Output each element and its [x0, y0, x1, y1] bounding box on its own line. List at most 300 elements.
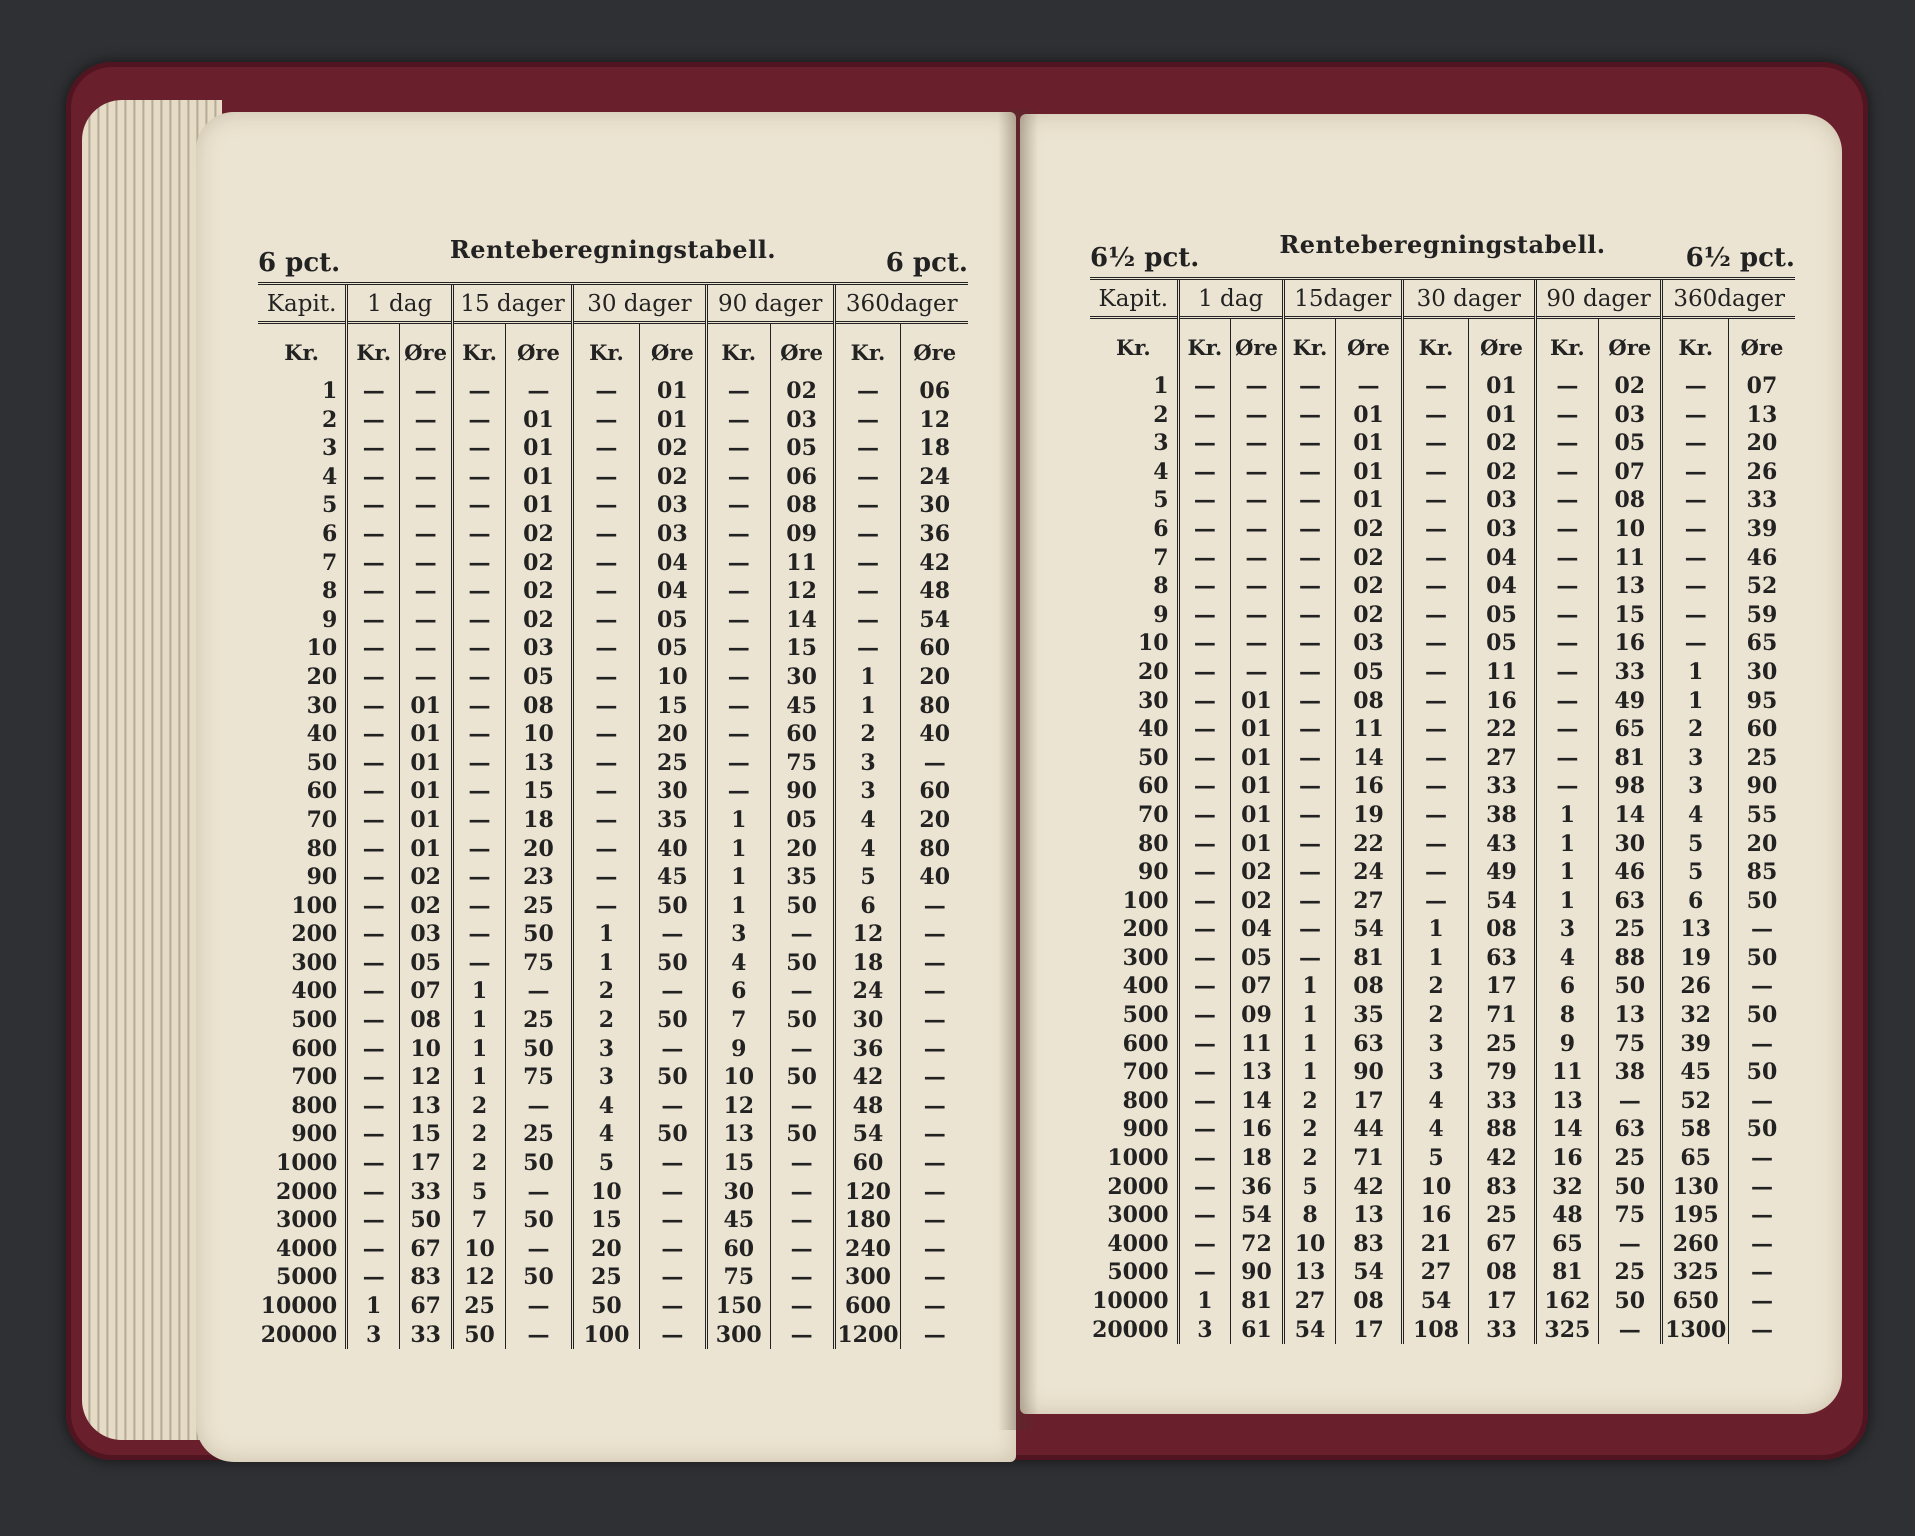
capital-cell: 10 [258, 634, 347, 663]
kr-cell: 58 [1662, 1115, 1728, 1144]
ore-cell: 13 [1336, 1201, 1402, 1230]
kr-cell: — [453, 835, 506, 864]
kr-cell: 7 [706, 1006, 770, 1035]
kr-subheader: Kr. [1178, 318, 1231, 373]
table-row [258, 520, 968, 549]
ore-cell: — [1231, 658, 1284, 687]
ore-cell: 16 [1231, 1115, 1284, 1144]
kr-cell: — [453, 377, 506, 406]
ore-cell: 10 [400, 1035, 453, 1064]
ore-cell: — [1231, 572, 1284, 601]
ore-cell: 03 [770, 406, 834, 435]
kr-cell: 1 [1283, 972, 1336, 1001]
kr-cell: 13 [1283, 1258, 1336, 1287]
ore-cell: 03 [1599, 401, 1662, 430]
ore-cell: 06 [919, 378, 951, 404]
kr-cell: — [1662, 486, 1728, 515]
kr-cell: 14 [1535, 1115, 1598, 1144]
table-row [258, 777, 968, 806]
kr-cell: — [1402, 429, 1468, 458]
kr-cell: — [1178, 772, 1231, 801]
ore-cell: 02 [506, 549, 573, 578]
kr-cell: 5 [1402, 1144, 1468, 1173]
kr-cell: 5 [1662, 858, 1728, 887]
table-row [1090, 1115, 1795, 1144]
kr-cell: 1 [706, 835, 770, 864]
ore-cell: 02 [506, 606, 573, 635]
ore-subheader: Øre [400, 323, 453, 378]
ore-cell: — [639, 1235, 706, 1264]
kr-cell: — [706, 377, 770, 406]
kr-cell: 3 [572, 1035, 639, 1064]
kr-cell: 54 [834, 1120, 901, 1149]
kr-cell: — [347, 1206, 400, 1235]
kr-cell: — [1662, 572, 1728, 601]
kr-cell: — [1535, 658, 1598, 687]
ore-cell: 30 [770, 663, 834, 692]
ore-cell: 01 [400, 749, 453, 778]
table-row [258, 949, 968, 978]
rate-label-right: 6 pct. [885, 248, 968, 278]
kr-cell: — [706, 634, 770, 663]
ore-cell: — [1231, 372, 1284, 401]
table-row [1090, 972, 1795, 1001]
ore-cell: 25 [506, 892, 573, 921]
ore-cell: 25 [1469, 1030, 1535, 1059]
ore-cell: — [923, 1064, 946, 1091]
ore-cell: — [923, 1235, 946, 1262]
kr-cell: 65 [1662, 1144, 1728, 1173]
kr-cell: — [1283, 887, 1336, 916]
kr-cell: — [1283, 744, 1336, 773]
ore-cell: 44 [1336, 1115, 1402, 1144]
kr-cell: — [347, 1035, 400, 1064]
kr-cell: — [1402, 572, 1468, 601]
ore-cell: 24 [919, 463, 951, 490]
kr-subheader: Kr. [1535, 318, 1598, 373]
ore-cell: 02 [400, 863, 453, 892]
kr-cell: — [347, 577, 400, 606]
ore-cell: 63 [1599, 887, 1662, 916]
kr-subheader: Kr. [572, 323, 639, 378]
ore-cell: 50 [506, 1035, 573, 1064]
kr-cell: 16 [1402, 1201, 1468, 1230]
capital-cell: 7 [1090, 544, 1178, 573]
table-row [258, 577, 968, 606]
kr-cell: 4 [834, 835, 901, 864]
ore-cell: 07 [1231, 972, 1284, 1001]
ore-cell: 65 [1746, 630, 1778, 657]
ore-cell: — [1231, 429, 1284, 458]
ore-cell: — [400, 520, 453, 549]
table-row [258, 663, 968, 692]
kr-cell: 39 [1662, 1030, 1728, 1059]
capital-cell: 4000 [258, 1235, 347, 1264]
kr-cell: 1 [572, 920, 639, 949]
kr-cell: — [834, 463, 901, 492]
kr-cell: — [1402, 830, 1468, 859]
kr-cell: 6 [1662, 887, 1728, 916]
capital-cell: 500 [258, 1006, 347, 1035]
kr-cell: — [1535, 772, 1598, 801]
kr-cell: — [1402, 801, 1468, 830]
kr-cell: 5 [1283, 1173, 1336, 1202]
table-row [1090, 772, 1795, 801]
ore-cell: 03 [1469, 486, 1535, 515]
ore-cell: 16 [1336, 772, 1402, 801]
ore-cell: 01 [1231, 830, 1284, 859]
ore-cell: 01 [506, 434, 573, 463]
kr-cell: — [347, 977, 400, 1006]
ore-cell: 80 [919, 692, 951, 719]
capital-cell: 90 [258, 863, 347, 892]
ore-cell: 63 [1599, 1115, 1662, 1144]
kr-cell: — [1662, 372, 1728, 401]
kr-cell: — [1283, 687, 1336, 716]
kr-cell: 20 [572, 1235, 639, 1264]
ore-cell: — [1750, 1230, 1773, 1257]
kr-cell: — [1402, 515, 1468, 544]
kr-cell: 18 [834, 949, 901, 978]
ore-cell: 60 [1746, 716, 1778, 743]
kr-cell: — [1662, 429, 1728, 458]
ore-cell: — [639, 920, 706, 949]
column-group-header [258, 285, 968, 323]
kr-cell: 1200 [834, 1321, 901, 1350]
page-title: Renteberegningstabell. [1279, 230, 1606, 259]
ore-cell: 18 [1231, 1144, 1284, 1173]
ore-cell: 54 [1469, 887, 1535, 916]
kr-cell: — [706, 749, 770, 778]
ore-cell: — [639, 1092, 706, 1121]
ore-cell: 04 [639, 549, 706, 578]
ore-cell: 27 [1469, 744, 1535, 773]
kr-cell: — [1178, 515, 1231, 544]
kr-cell: — [347, 863, 400, 892]
ore-cell: 01 [400, 835, 453, 864]
ore-cell: 02 [400, 892, 453, 921]
capital-cell: 20 [258, 663, 347, 692]
ore-cell: 05 [770, 434, 834, 463]
kr-cell: — [347, 1263, 400, 1292]
ore-cell: 01 [639, 406, 706, 435]
ore-cell: 20 [919, 806, 951, 833]
table-row [258, 1292, 968, 1321]
ore-cell: 02 [1469, 458, 1535, 487]
kr-cell: — [572, 434, 639, 463]
capital-cell: 3000 [1090, 1201, 1178, 1230]
ore-cell: 46 [1746, 544, 1778, 571]
ore-cell: 01 [1231, 715, 1284, 744]
kr-cell: — [1402, 372, 1468, 401]
kr-cell: — [572, 720, 639, 749]
capital-cell: 1 [1090, 372, 1178, 401]
kr-cell: 9 [1535, 1030, 1598, 1059]
right-sheet [1090, 225, 1795, 1344]
ore-cell: — [1231, 401, 1284, 430]
ore-cell: — [1231, 601, 1284, 630]
kr-cell: — [453, 920, 506, 949]
kr-cell: — [1535, 515, 1598, 544]
column-header: Kapit. [1090, 280, 1178, 318]
kr-cell: — [347, 1006, 400, 1035]
kr-cell: — [1402, 601, 1468, 630]
kr-cell: 2 [834, 720, 901, 749]
kr-cell: — [1283, 601, 1336, 630]
kr-cell: — [1178, 1173, 1231, 1202]
kr-cell: — [453, 892, 506, 921]
kr-cell: — [347, 949, 400, 978]
kr-cell: 5 [1662, 830, 1728, 859]
kr-cell: 3 [1662, 744, 1728, 773]
kr-cell: — [1662, 458, 1728, 487]
ore-cell: 11 [1599, 544, 1662, 573]
kr-cell: 60 [706, 1235, 770, 1264]
ore-subheader: Øre [506, 323, 573, 378]
column-subheader [258, 323, 968, 378]
ore-cell: 50 [770, 1120, 834, 1149]
kr-cell: — [1178, 830, 1231, 859]
ore-cell: 01 [506, 463, 573, 492]
kr-cell: — [347, 1235, 400, 1264]
kr-cell: — [347, 463, 400, 492]
kr-cell: 25 [572, 1263, 639, 1292]
ore-cell: 33 [1469, 1087, 1535, 1116]
kr-cell: 300 [706, 1321, 770, 1350]
kr-cell: — [1283, 544, 1336, 573]
ore-cell: 50 [1746, 1059, 1778, 1086]
ore-cell: 50 [770, 1006, 834, 1035]
ore-cell: — [506, 1178, 573, 1207]
kr-cell: 27 [1283, 1287, 1336, 1316]
kr-cell: — [1283, 401, 1336, 430]
kr-cell: 48 [834, 1092, 901, 1121]
kr-cell: — [347, 920, 400, 949]
kr-cell: — [1535, 744, 1598, 773]
kr-cell: 1 [453, 977, 506, 1006]
kr-cell: — [572, 491, 639, 520]
table-row [1090, 629, 1795, 658]
kr-cell: — [1662, 401, 1728, 430]
ore-cell: 75 [770, 749, 834, 778]
ore-cell: 05 [1336, 658, 1402, 687]
ore-subheader: Øre [1599, 318, 1662, 373]
ore-cell: 22 [1469, 715, 1535, 744]
ore-cell: 01 [1231, 772, 1284, 801]
column-header: 30 dager [1402, 280, 1535, 318]
kr-cell: 36 [834, 1035, 901, 1064]
ore-cell: 42 [1469, 1144, 1535, 1173]
ore-cell: — [506, 1292, 573, 1321]
kr-cell: — [1662, 544, 1728, 573]
table-row [1090, 744, 1795, 773]
ore-cell: 01 [1469, 401, 1535, 430]
kr-cell: 8 [1283, 1201, 1336, 1230]
ore-cell: — [1750, 1259, 1773, 1286]
ore-cell: 60 [919, 635, 951, 662]
kr-cell: 1 [572, 949, 639, 978]
ore-cell: — [770, 1206, 834, 1235]
kr-cell: 3 [834, 777, 901, 806]
table-row [1090, 830, 1795, 859]
table-row [258, 1092, 968, 1121]
table-row [258, 377, 968, 406]
kr-cell: — [572, 577, 639, 606]
ore-cell: 18 [506, 806, 573, 835]
ore-cell: 59 [1746, 601, 1778, 628]
ore-cell: 15 [1599, 601, 1662, 630]
page-header [258, 230, 968, 278]
kr-cell: — [1178, 486, 1231, 515]
capital-cell: 3000 [258, 1206, 347, 1235]
capital-cell: 60 [258, 777, 347, 806]
kr-cell: — [453, 491, 506, 520]
column-group-header [1090, 280, 1795, 318]
kr-cell: 25 [453, 1292, 506, 1321]
ore-cell: 15 [639, 692, 706, 721]
ore-cell: 01 [506, 491, 573, 520]
kr-cell: — [834, 520, 901, 549]
ore-cell: 67 [400, 1292, 453, 1321]
ore-cell: 22 [1336, 830, 1402, 859]
ore-cell: 01 [1231, 744, 1284, 773]
ore-subheader: Øre [1336, 318, 1402, 373]
interest-table [1090, 280, 1795, 1344]
capital-cell: 10000 [258, 1292, 347, 1321]
kr-cell: — [453, 406, 506, 435]
ore-cell: 50 [770, 949, 834, 978]
interest-table [258, 285, 968, 1349]
ore-cell: 81 [1599, 744, 1662, 773]
ore-cell: 46 [1599, 858, 1662, 887]
kr-cell: — [1535, 458, 1598, 487]
kr-cell: 12 [453, 1263, 506, 1292]
kr-cell: — [1535, 601, 1598, 630]
ore-cell: 63 [1469, 944, 1535, 973]
kr-cell: — [1283, 629, 1336, 658]
ore-cell: — [506, 1321, 573, 1350]
kr-cell: 1 [1662, 658, 1728, 687]
ore-cell: 50 [1746, 1116, 1778, 1143]
capital-cell: 60 [1090, 772, 1178, 801]
kr-cell: 24 [834, 977, 901, 1006]
ore-cell: — [923, 1178, 946, 1205]
kr-cell: — [706, 463, 770, 492]
table-row [1090, 486, 1795, 515]
kr-cell: — [572, 806, 639, 835]
table-row [1090, 458, 1795, 487]
ore-cell: 20 [639, 720, 706, 749]
capital-cell: 200 [258, 920, 347, 949]
ore-cell: 01 [1336, 486, 1402, 515]
kr-cell: 1 [1535, 887, 1598, 916]
table-row [1090, 1058, 1795, 1087]
capital-cell: 200 [1090, 915, 1178, 944]
kr-cell: — [1662, 601, 1728, 630]
ore-cell: 13 [506, 749, 573, 778]
ore-cell: 08 [1469, 915, 1535, 944]
kr-cell: 4 [572, 1092, 639, 1121]
ore-cell: 10 [1599, 515, 1662, 544]
kr-cell: 240 [834, 1235, 901, 1264]
kr-cell: — [1283, 915, 1336, 944]
ore-cell: — [1231, 486, 1284, 515]
ore-cell: — [923, 1207, 946, 1234]
ore-cell: 40 [919, 721, 951, 748]
kr-cell: 1 [1535, 830, 1598, 859]
kr-cell: — [347, 520, 400, 549]
ore-cell: 04 [1231, 915, 1284, 944]
kr-cell: 10 [572, 1178, 639, 1207]
ore-cell: — [1599, 1230, 1662, 1259]
table-row [1090, 715, 1795, 744]
kr-cell: 8 [1535, 1001, 1598, 1030]
kr-cell: — [1402, 544, 1468, 573]
table-row [1090, 544, 1795, 573]
kr-cell: — [1283, 515, 1336, 544]
kr-cell: 30 [834, 1006, 901, 1035]
kr-cell: — [1178, 915, 1231, 944]
ore-cell: — [400, 606, 453, 635]
ore-cell: 33 [400, 1321, 453, 1350]
kr-cell: — [453, 777, 506, 806]
ore-cell: 27 [1336, 887, 1402, 916]
kr-cell: — [347, 1120, 400, 1149]
capital-cell: 300 [258, 949, 347, 978]
ore-cell: — [506, 1092, 573, 1121]
kr-cell: — [834, 549, 901, 578]
kr-cell: — [572, 663, 639, 692]
table-row [1090, 915, 1795, 944]
capital-cell: 2 [258, 406, 347, 435]
ore-cell: 19 [1336, 801, 1402, 830]
kr-cell: 75 [706, 1263, 770, 1292]
kr-cell: — [1402, 486, 1468, 515]
capital-cell: 20000 [1090, 1316, 1178, 1345]
ore-cell: 25 [1746, 744, 1778, 771]
ore-cell: — [1750, 1087, 1773, 1114]
ore-cell: 50 [639, 949, 706, 978]
kr-cell: — [834, 491, 901, 520]
kr-cell: 10 [453, 1235, 506, 1264]
table-row [1090, 858, 1795, 887]
kr-cell: 54 [1402, 1287, 1468, 1316]
table-row [258, 1178, 968, 1207]
kr-cell: — [834, 606, 901, 635]
rate-label-left: 6 pct. [258, 248, 341, 278]
ore-cell: — [400, 463, 453, 492]
ore-cell: 07 [1746, 373, 1778, 399]
capital-cell: 8 [1090, 572, 1178, 601]
kr-cell: — [453, 463, 506, 492]
ore-cell: 50 [639, 892, 706, 921]
kr-cell: 50 [453, 1321, 506, 1350]
kr-cell: 3 [1662, 772, 1728, 801]
table-row [258, 749, 968, 778]
kr-cell: — [1178, 944, 1231, 973]
kr-cell: — [1535, 401, 1598, 430]
kr-cell: — [1535, 629, 1598, 658]
kr-cell: 26 [1662, 972, 1728, 1001]
ore-cell: 03 [639, 491, 706, 520]
rate-label-right: 6½ pct. [1685, 243, 1795, 273]
ore-cell: 35 [770, 863, 834, 892]
ore-cell: 35 [1336, 1001, 1402, 1030]
table-row [1090, 601, 1795, 630]
ore-cell: 08 [1336, 1287, 1402, 1316]
kr-cell: — [453, 720, 506, 749]
ore-cell: — [923, 978, 946, 1005]
